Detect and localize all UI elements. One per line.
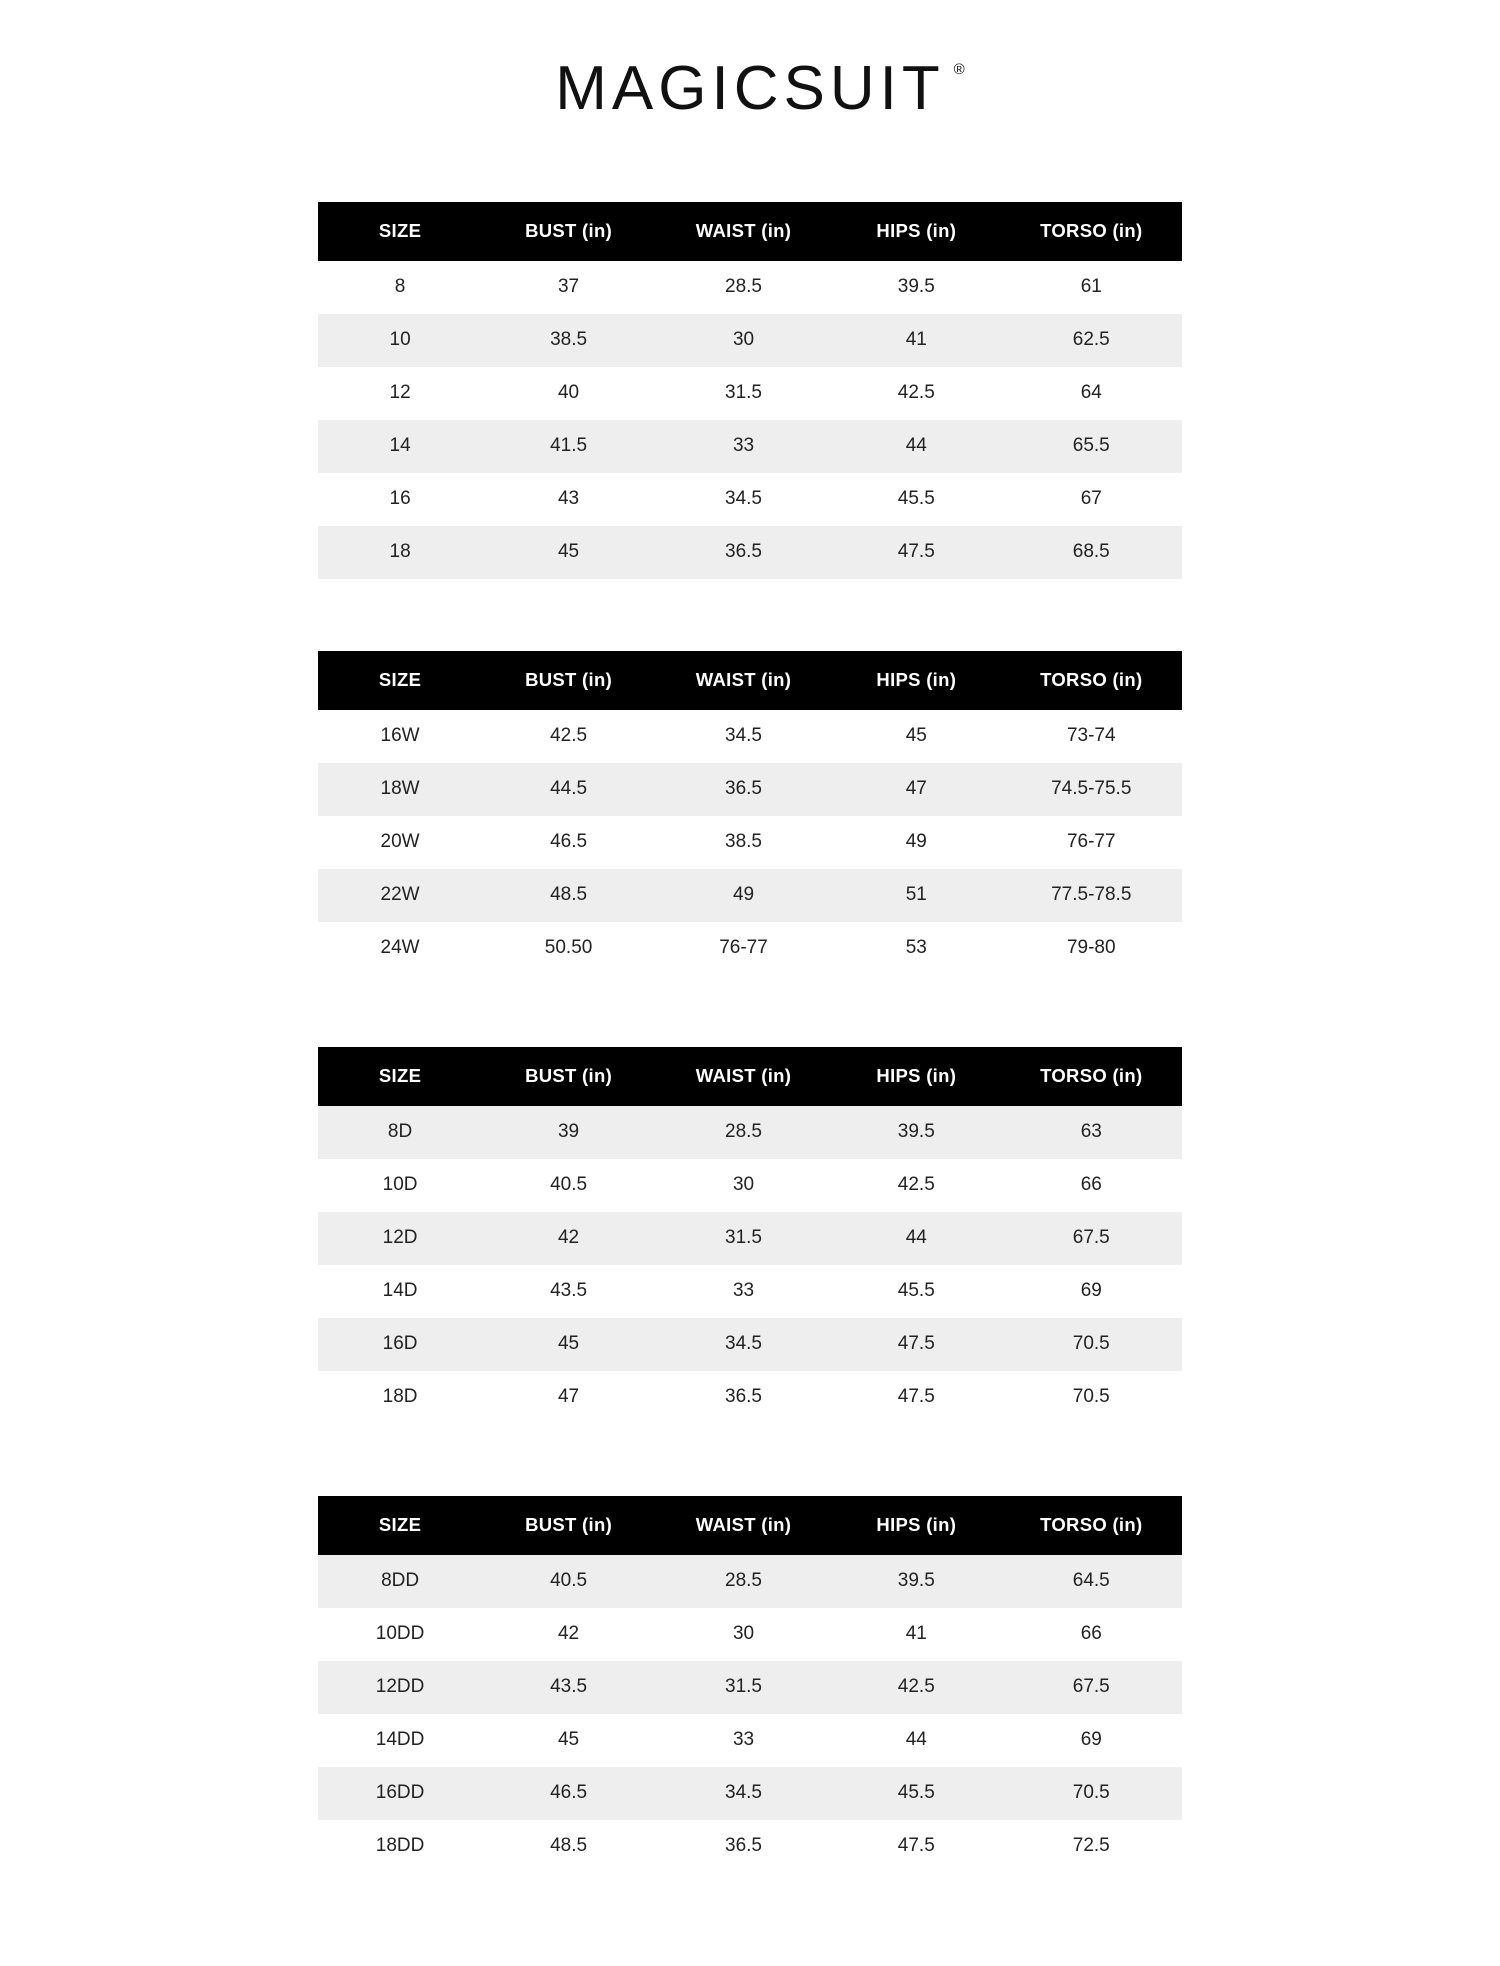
table-row <box>318 1714 1182 1767</box>
cell-measurement: 43.5 <box>482 1661 655 1714</box>
cell-measurement: 76-77 <box>1001 816 1182 869</box>
column-header: TORSO (in) <box>1001 202 1182 261</box>
cell-measurement: 47.5 <box>832 1371 1000 1424</box>
cell-measurement: 42.5 <box>482 710 655 763</box>
cell-measurement: 44 <box>832 1212 1000 1265</box>
cell-measurement: 34.5 <box>655 473 832 526</box>
cell-measurement: 47 <box>832 763 1000 816</box>
cell-measurement: 34.5 <box>655 1767 832 1820</box>
cell-measurement: 28.5 <box>655 261 832 314</box>
table-row <box>318 1555 1182 1608</box>
table-header-row <box>318 202 1182 261</box>
cell-measurement: 41 <box>832 1608 1000 1661</box>
cell-measurement: 43 <box>482 473 655 526</box>
cell-measurement: 74.5-75.5 <box>1001 763 1182 816</box>
cell-size: 14D <box>318 1265 482 1318</box>
table-header-row <box>318 1496 1182 1555</box>
cell-measurement: 68.5 <box>1001 526 1182 579</box>
cell-size: 18W <box>318 763 482 816</box>
column-header: BUST (in) <box>482 651 655 710</box>
cell-size: 24W <box>318 922 482 975</box>
table-row <box>318 869 1182 922</box>
cell-size: 18 <box>318 526 482 579</box>
column-header: TORSO (in) <box>1001 1496 1182 1555</box>
cell-measurement: 62.5 <box>1001 314 1182 367</box>
cell-size: 22W <box>318 869 482 922</box>
cell-measurement: 30 <box>655 1608 832 1661</box>
cell-size: 12DD <box>318 1661 482 1714</box>
column-header: TORSO (in) <box>1001 1047 1182 1106</box>
size-table-missy-sizes <box>318 202 1182 579</box>
table-row <box>318 314 1182 367</box>
column-header: TORSO (in) <box>1001 651 1182 710</box>
cell-measurement: 33 <box>655 1714 832 1767</box>
column-header: HIPS (in) <box>832 1496 1000 1555</box>
column-header: BUST (in) <box>482 1047 655 1106</box>
cell-size: 18D <box>318 1371 482 1424</box>
size-table-d-cup-sizes <box>318 1047 1182 1424</box>
cell-size: 8D <box>318 1106 482 1159</box>
table-row <box>318 526 1182 579</box>
cell-measurement: 39.5 <box>832 1555 1000 1608</box>
cell-measurement: 31.5 <box>655 1212 832 1265</box>
cell-size: 8 <box>318 261 482 314</box>
table-header-row <box>318 1047 1182 1106</box>
cell-measurement: 30 <box>655 314 832 367</box>
cell-measurement: 47.5 <box>832 1318 1000 1371</box>
table-row <box>318 763 1182 816</box>
cell-size: 10D <box>318 1159 482 1212</box>
column-header: WAIST (in) <box>655 1496 832 1555</box>
cell-measurement: 45 <box>482 1318 655 1371</box>
table-row <box>318 1265 1182 1318</box>
table-row <box>318 1212 1182 1265</box>
cell-measurement: 36.5 <box>655 526 832 579</box>
cell-size: 16 <box>318 473 482 526</box>
table-row <box>318 1767 1182 1820</box>
cell-size: 12D <box>318 1212 482 1265</box>
cell-size: 16DD <box>318 1767 482 1820</box>
cell-measurement: 69 <box>1001 1714 1182 1767</box>
cell-measurement: 69 <box>1001 1265 1182 1318</box>
cell-measurement: 48.5 <box>482 1820 655 1873</box>
cell-measurement: 40 <box>482 367 655 420</box>
cell-measurement: 79-80 <box>1001 922 1182 975</box>
cell-measurement: 67.5 <box>1001 1661 1182 1714</box>
cell-measurement: 42 <box>482 1608 655 1661</box>
table-row <box>318 367 1182 420</box>
cell-measurement: 44 <box>832 1714 1000 1767</box>
column-header: SIZE <box>318 651 482 710</box>
cell-measurement: 47 <box>482 1371 655 1424</box>
cell-measurement: 72.5 <box>1001 1820 1182 1873</box>
cell-measurement: 76-77 <box>655 922 832 975</box>
column-header: WAIST (in) <box>655 202 832 261</box>
cell-measurement: 39.5 <box>832 261 1000 314</box>
cell-measurement: 45.5 <box>832 473 1000 526</box>
cell-measurement: 50.50 <box>482 922 655 975</box>
cell-measurement: 44 <box>832 420 1000 473</box>
table-row <box>318 261 1182 314</box>
cell-measurement: 53 <box>832 922 1000 975</box>
table-row <box>318 1661 1182 1714</box>
cell-size: 10 <box>318 314 482 367</box>
cell-measurement: 42.5 <box>832 367 1000 420</box>
cell-measurement: 36.5 <box>655 763 832 816</box>
cell-measurement: 47.5 <box>832 526 1000 579</box>
cell-measurement: 66 <box>1001 1608 1182 1661</box>
cell-size: 12 <box>318 367 482 420</box>
cell-measurement: 70.5 <box>1001 1767 1182 1820</box>
cell-size: 14 <box>318 420 482 473</box>
cell-measurement: 67.5 <box>1001 1212 1182 1265</box>
cell-measurement: 37 <box>482 261 655 314</box>
column-header: SIZE <box>318 1496 482 1555</box>
column-header: BUST (in) <box>482 202 655 261</box>
cell-measurement: 31.5 <box>655 1661 832 1714</box>
table-row <box>318 816 1182 869</box>
cell-measurement: 28.5 <box>655 1555 832 1608</box>
brand-header <box>0 54 1500 123</box>
cell-measurement: 70.5 <box>1001 1318 1182 1371</box>
cell-size: 18DD <box>318 1820 482 1873</box>
column-header: SIZE <box>318 202 482 261</box>
cell-size: 16W <box>318 710 482 763</box>
cell-measurement: 47.5 <box>832 1820 1000 1873</box>
cell-measurement: 39 <box>482 1106 655 1159</box>
cell-measurement: 36.5 <box>655 1371 832 1424</box>
cell-measurement: 66 <box>1001 1159 1182 1212</box>
cell-measurement: 36.5 <box>655 1820 832 1873</box>
cell-measurement: 42 <box>482 1212 655 1265</box>
cell-measurement: 46.5 <box>482 816 655 869</box>
cell-measurement: 33 <box>655 1265 832 1318</box>
table-row <box>318 1371 1182 1424</box>
table-row <box>318 922 1182 975</box>
cell-measurement: 40.5 <box>482 1555 655 1608</box>
cell-measurement: 73-74 <box>1001 710 1182 763</box>
cell-measurement: 44.5 <box>482 763 655 816</box>
table-row <box>318 1820 1182 1873</box>
cell-measurement: 45 <box>482 1714 655 1767</box>
column-header: HIPS (in) <box>832 202 1000 261</box>
registered-trademark-icon: ® <box>953 61 965 78</box>
cell-measurement: 64 <box>1001 367 1182 420</box>
cell-measurement: 64.5 <box>1001 1555 1182 1608</box>
table-row <box>318 710 1182 763</box>
cell-measurement: 48.5 <box>482 869 655 922</box>
cell-measurement: 49 <box>832 816 1000 869</box>
size-table-dd-cup-sizes <box>318 1496 1182 1873</box>
cell-measurement: 41 <box>832 314 1000 367</box>
cell-measurement: 33 <box>655 420 832 473</box>
cell-measurement: 65.5 <box>1001 420 1182 473</box>
cell-measurement: 34.5 <box>655 1318 832 1371</box>
cell-size: 20W <box>318 816 482 869</box>
cell-measurement: 45.5 <box>832 1265 1000 1318</box>
cell-measurement: 45 <box>482 526 655 579</box>
column-header: BUST (in) <box>482 1496 655 1555</box>
table-row <box>318 473 1182 526</box>
cell-measurement: 63 <box>1001 1106 1182 1159</box>
table-row <box>318 1608 1182 1661</box>
cell-measurement: 70.5 <box>1001 1371 1182 1424</box>
cell-measurement: 30 <box>655 1159 832 1212</box>
cell-size: 8DD <box>318 1555 482 1608</box>
size-tables-container <box>318 202 1182 1873</box>
size-table-womens-plus-sizes <box>318 651 1182 975</box>
cell-measurement: 38.5 <box>655 816 832 869</box>
column-header: HIPS (in) <box>832 1047 1000 1106</box>
cell-measurement: 46.5 <box>482 1767 655 1820</box>
cell-size: 14DD <box>318 1714 482 1767</box>
table-row <box>318 1159 1182 1212</box>
cell-measurement: 77.5-78.5 <box>1001 869 1182 922</box>
cell-measurement: 28.5 <box>655 1106 832 1159</box>
cell-measurement: 51 <box>832 869 1000 922</box>
cell-measurement: 49 <box>655 869 832 922</box>
column-header: HIPS (in) <box>832 651 1000 710</box>
table-row <box>318 420 1182 473</box>
cell-measurement: 39.5 <box>832 1106 1000 1159</box>
cell-measurement: 45.5 <box>832 1767 1000 1820</box>
cell-measurement: 42.5 <box>832 1159 1000 1212</box>
column-header: SIZE <box>318 1047 482 1106</box>
cell-measurement: 34.5 <box>655 710 832 763</box>
cell-measurement: 40.5 <box>482 1159 655 1212</box>
cell-size: 16D <box>318 1318 482 1371</box>
cell-measurement: 43.5 <box>482 1265 655 1318</box>
column-header: WAIST (in) <box>655 1047 832 1106</box>
cell-measurement: 67 <box>1001 473 1182 526</box>
cell-measurement: 45 <box>832 710 1000 763</box>
cell-measurement: 38.5 <box>482 314 655 367</box>
table-row <box>318 1318 1182 1371</box>
table-row <box>318 1106 1182 1159</box>
cell-measurement: 41.5 <box>482 420 655 473</box>
column-header: WAIST (in) <box>655 651 832 710</box>
cell-measurement: 61 <box>1001 261 1182 314</box>
brand-logo <box>555 54 965 123</box>
cell-measurement: 42.5 <box>832 1661 1000 1714</box>
brand-name: MAGICSUIT <box>555 54 945 123</box>
table-header-row <box>318 651 1182 710</box>
cell-size: 10DD <box>318 1608 482 1661</box>
cell-measurement: 31.5 <box>655 367 832 420</box>
